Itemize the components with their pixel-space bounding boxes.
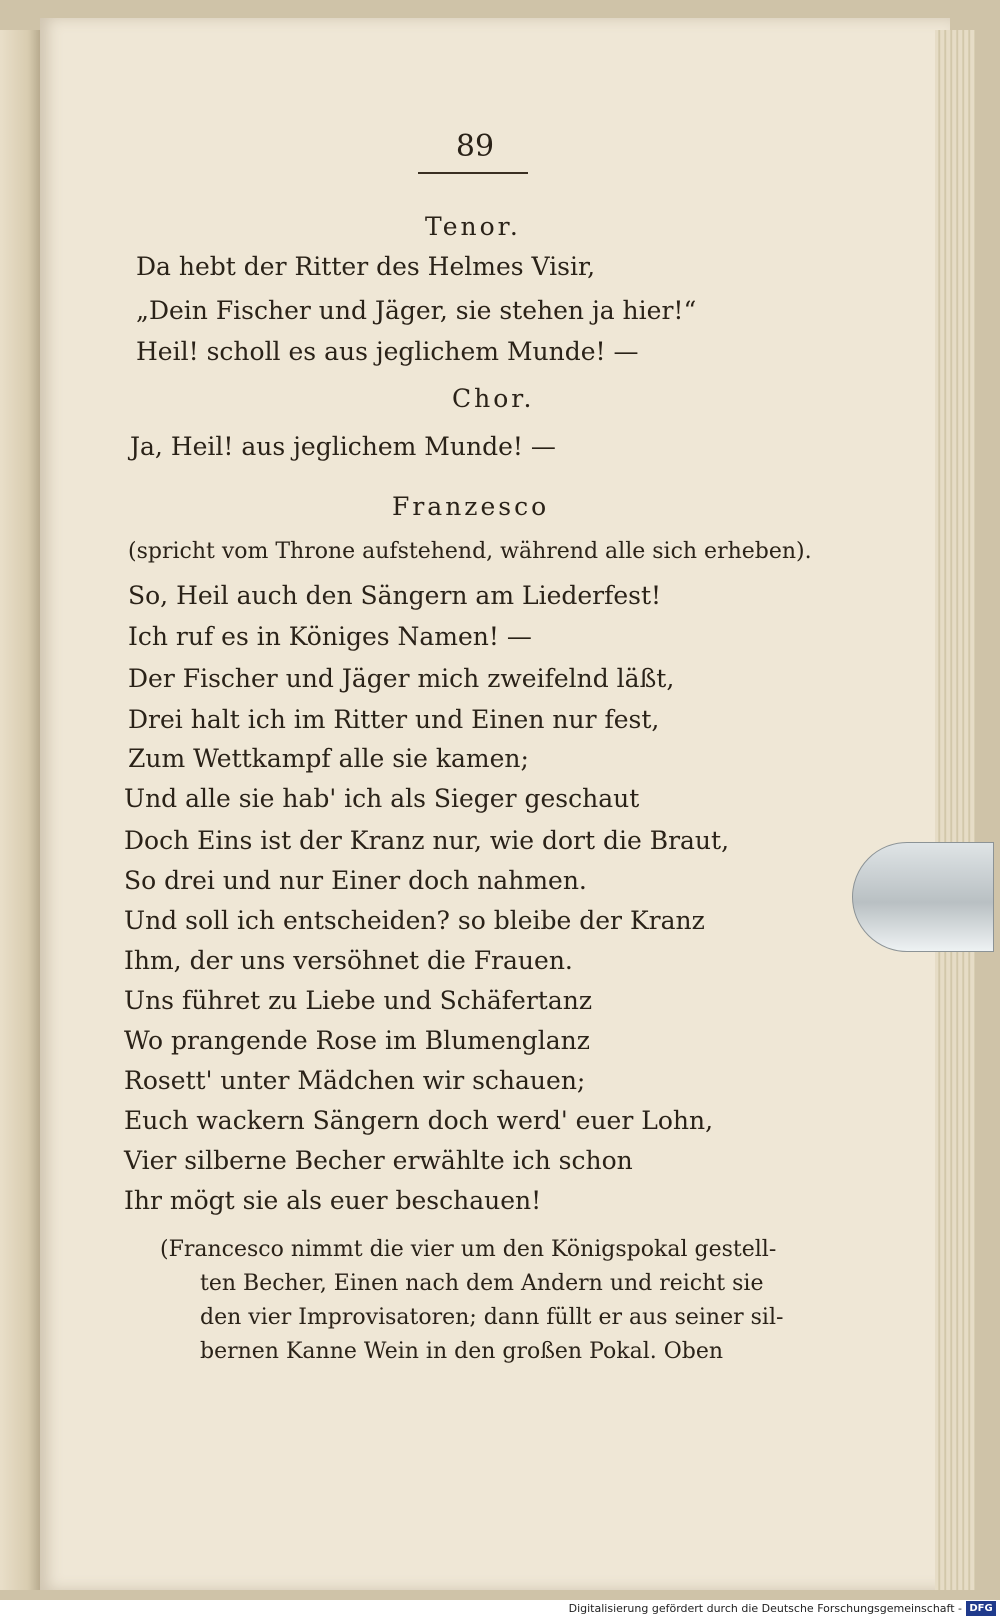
stage-direction: ten Becher, Einen nach dem Andern und reicht sie: [200, 1271, 764, 1296]
verse-line: Da hebt der Ritter des Helmes Visir,: [136, 252, 596, 281]
verse-line: Wo prangende Rose im Blumenglanz: [124, 1026, 590, 1055]
page-number: 89: [455, 129, 495, 164]
verse-line: Zum Wettkampf alle sie kamen;: [128, 744, 529, 773]
speaker-label: Chor.: [452, 384, 535, 413]
verse-line: Ich ruf es in Königes Namen! —: [128, 622, 532, 651]
speaker-label: Tenor.: [425, 212, 521, 241]
funding-notice: Digitalisierung gefördert durch die Deutsche Forschungsgemeinschaft -: [568, 1602, 962, 1615]
stage-direction: (Francesco nimmt die vier um den Königspokal gestell-: [160, 1237, 777, 1262]
verse-line: Euch wackern Sängern doch werd' euer Lohn,: [124, 1106, 714, 1135]
dfg-logo: DFG: [966, 1601, 996, 1616]
verse-line: So, Heil auch den Sängern am Liederfest!: [128, 581, 662, 610]
verse-line: Rosett' unter Mädchen wir schauen;: [124, 1066, 586, 1095]
verse-line: Doch Eins ist der Kranz nur, wie dort die Braut,: [124, 826, 730, 855]
verse-line: Vier silberne Becher erwählte ich schon: [124, 1146, 633, 1175]
verse-line: Ihm, der uns versöhnet die Frauen.: [124, 946, 573, 975]
speaker-label: Franzesco: [392, 492, 550, 521]
stage-direction: bernen Kanne Wein in den großen Pokal. Oben: [200, 1339, 724, 1364]
stage-direction: (spricht vom Throne aufstehend, während alle sich erheben).: [128, 539, 812, 564]
verse-line: Der Fischer und Jäger mich zweifelnd läßt,: [128, 664, 675, 693]
verse-line: So drei und nur Einer doch nahmen.: [124, 866, 587, 895]
verse-line: Ihr mögt sie als euer beschauen!: [124, 1186, 542, 1215]
page-number-rule: [418, 172, 528, 174]
verse-line: Und alle sie hab' ich als Sieger geschaut: [124, 784, 640, 813]
stage-direction: den vier Improvisatoren; dann füllt er aus seiner sil-: [200, 1305, 784, 1330]
verse-line: Drei halt ich im Ritter und Einen nur fest,: [128, 705, 660, 734]
verse-line: Heil! scholl es aus jeglichem Munde! —: [136, 337, 639, 366]
verse-line: „Dein Fischer und Jäger, sie stehen ja hier!“: [136, 296, 697, 325]
verse-line: Uns führet zu Liebe und Schäfertanz: [124, 986, 593, 1015]
verse-line: Und soll ich entscheiden? so bleibe der Kranz: [124, 906, 705, 935]
verse-line: Ja, Heil! aus jeglichem Munde! —: [130, 432, 556, 461]
